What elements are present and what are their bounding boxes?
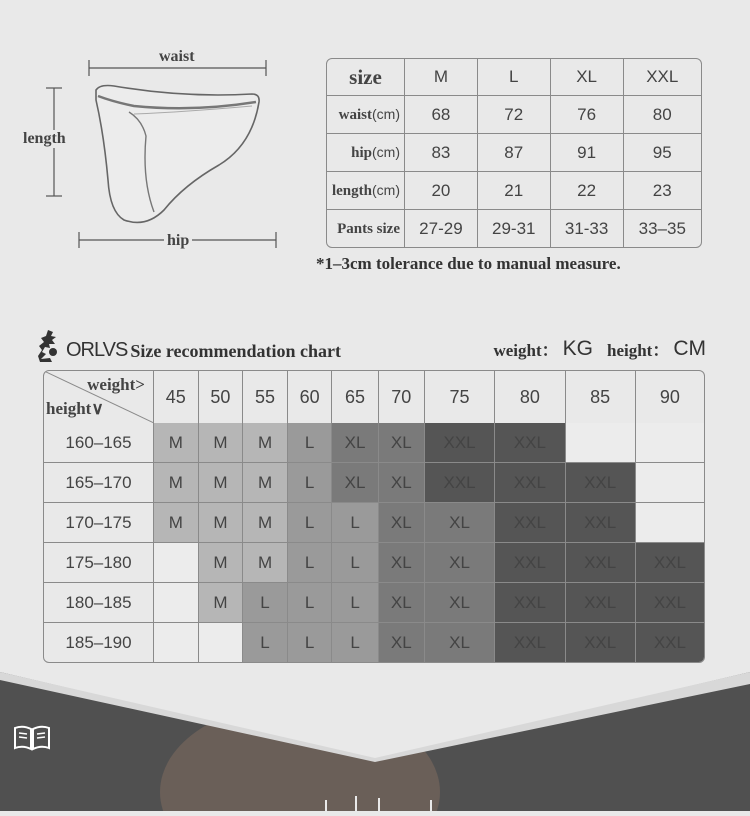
size-recommendation-cell: L (288, 583, 333, 623)
size-recommendation-cell: XXL (566, 583, 636, 623)
size-recommendation-cell: XL (332, 463, 378, 503)
size-recommendation-cell: M (154, 463, 199, 503)
size-recommendation-cell: M (154, 503, 199, 543)
size-recommendation-cell: XL (425, 503, 495, 543)
size-recommendation-cell: L (332, 503, 378, 543)
size-recommendation-cell: XL (332, 423, 378, 463)
weight-header-row (44, 371, 704, 423)
size-recommendation-grid (43, 370, 705, 663)
weight-header: 85 (566, 371, 636, 423)
size-value: 72 (478, 96, 551, 134)
height-range: 170–175 (44, 503, 154, 543)
empty-cell (566, 423, 636, 463)
weight-header: 65 (332, 371, 378, 423)
row-label-text: waist (338, 106, 372, 123)
size-recommendation-cell: XL (379, 423, 425, 463)
weight-header: 45 (154, 371, 199, 423)
size-recommendation-cell: XXL (566, 543, 636, 583)
length-row (327, 172, 701, 210)
size-recommendation-cell: L (243, 583, 288, 623)
size-value: 68 (405, 96, 478, 134)
waist-row (327, 96, 701, 134)
size-recommendation-cell: XXL (495, 503, 565, 543)
weight-unit: KG (562, 337, 593, 360)
height-range: 180–185 (44, 583, 154, 623)
size-recommendation-cell: M (199, 583, 244, 623)
size-header: M (405, 59, 478, 96)
size-recommendation-cell: XL (425, 583, 495, 623)
weight-header: 60 (288, 371, 333, 423)
size-recommendation-cell: XL (379, 583, 425, 623)
size-recommendation-cell: M (199, 423, 244, 463)
size-recommendation-cell: XXL (495, 623, 565, 662)
weight-header: 50 (199, 371, 244, 423)
grid-corner (44, 371, 154, 423)
weight-header: 70 (379, 371, 425, 423)
empty-cell (199, 623, 244, 662)
empty-cell (636, 463, 704, 503)
size-recommendation-cell: L (332, 623, 378, 662)
size-value: 21 (478, 172, 551, 210)
size-recommendation-cell: L (288, 503, 333, 543)
size-recommendation-cell: XXL (425, 463, 495, 503)
empty-cell (154, 543, 199, 583)
weight-axis-label: weight> (87, 375, 145, 394)
height-range: 185–190 (44, 623, 154, 662)
size-recommendation-cell: XXL (495, 423, 565, 463)
weight-header: 80 (495, 371, 565, 423)
weight-header: 75 (425, 371, 495, 423)
row-unit: (cm) (372, 181, 400, 198)
size-value: 22 (551, 172, 624, 210)
size-value: 91 (551, 134, 624, 172)
row-label (327, 96, 405, 134)
units-legend (493, 336, 706, 361)
row-unit: (cm) (372, 143, 400, 160)
size-recommendation-cell: M (154, 423, 199, 463)
weight-header: 55 (243, 371, 288, 423)
size-recommendation-cell: M (243, 503, 288, 543)
waist-label: waist (156, 48, 198, 66)
hip-row (327, 134, 701, 172)
size-value: 87 (478, 134, 551, 172)
size-recommendation-cell: L (332, 583, 378, 623)
chart-header (38, 326, 341, 362)
size-header: XL (551, 59, 624, 96)
height-row (44, 503, 704, 543)
size-value: 29-31 (478, 210, 551, 247)
size-header: XXL (624, 59, 701, 96)
size-recommendation-cell: XXL (495, 463, 565, 503)
empty-cell (154, 583, 199, 623)
size-recommendation-cell: M (199, 503, 244, 543)
row-label-text: length (331, 182, 372, 199)
size-recommendation-cell: L (332, 543, 378, 583)
size-recommendation-cell: XXL (495, 543, 565, 583)
size-corner-label: size (327, 59, 405, 96)
size-header-row (327, 59, 701, 96)
height-row (44, 423, 704, 463)
row-label (327, 210, 405, 247)
size-recommendation-cell: XXL (566, 503, 636, 543)
size-recommendation-cell: XL (379, 503, 425, 543)
size-recommendation-cell: XL (425, 543, 495, 583)
hip-label: hip (164, 232, 192, 250)
length-label: length (20, 130, 69, 148)
size-recommendation-cell: M (243, 463, 288, 503)
size-recommendation-cell: XXL (636, 623, 704, 662)
brief-diagram (14, 40, 304, 260)
height-range: 160–165 (44, 423, 154, 463)
height-range: 175–180 (44, 543, 154, 583)
size-recommendation-cell: XXL (425, 423, 495, 463)
size-value: 33–35 (638, 218, 686, 238)
height-row (44, 463, 704, 503)
open-book-icon (12, 722, 52, 752)
row-label (327, 172, 405, 210)
height-row (44, 623, 704, 662)
size-recommendation-cell: XL (379, 623, 425, 662)
size-table (326, 58, 702, 248)
empty-cell (636, 423, 704, 463)
empty-cell (636, 503, 704, 543)
size-value: 31-33 (551, 210, 624, 247)
size-value: 27-29 (405, 210, 478, 247)
size-recommendation-cell: XXL (636, 543, 704, 583)
size-recommendation-cell: L (288, 623, 333, 662)
height-row (44, 583, 704, 623)
height-row (44, 543, 704, 583)
height-unit-label: height： (606, 341, 670, 360)
height-range: 165–170 (44, 463, 154, 503)
book-icon[interactable] (12, 722, 52, 757)
empty-cell (154, 623, 199, 662)
height-axis-label: height∨ (46, 399, 104, 418)
size-recommendation-cell: XL (379, 463, 425, 503)
briefs-illustration (14, 40, 304, 260)
chart-title: Size recommendation chart (130, 341, 341, 361)
bottom-banner-shape (0, 672, 750, 811)
row-label-text: Pants size (337, 220, 400, 237)
brand-logo-icon (38, 328, 64, 362)
size-value: 83 (405, 134, 478, 172)
size-header: L (478, 59, 551, 96)
size-recommendation-cell: XXL (566, 463, 636, 503)
size-recommendation-cell: XXL (566, 623, 636, 662)
size-recommendation-cell: M (243, 423, 288, 463)
size-recommendation-cell: M (199, 543, 244, 583)
row-unit: (cm) (372, 105, 400, 122)
row-label-text: hip (351, 144, 372, 161)
row-label (327, 134, 405, 172)
size-recommendation-cell: L (288, 423, 333, 463)
height-unit: CM (673, 337, 706, 360)
size-recommendation-cell: XL (425, 623, 495, 662)
size-value: 76 (551, 96, 624, 134)
size-recommendation-cell: M (243, 543, 288, 583)
size-recommendation-cell: XXL (495, 583, 565, 623)
weight-header: 90 (659, 386, 680, 407)
size-value: 95 (624, 134, 701, 172)
size-recommendation-cell: M (199, 463, 244, 503)
size-value: 80 (624, 96, 701, 134)
bottom-photo-area (0, 672, 750, 811)
size-recommendation-cell: L (243, 623, 288, 662)
tolerance-note: *1–3cm tolerance due to manual measure. (316, 254, 621, 273)
brand-name: ORLVS (66, 339, 128, 361)
pants-size-row (327, 210, 701, 247)
size-recommendation-cell: L (288, 463, 333, 503)
size-recommendation-cell: XL (379, 543, 425, 583)
weight-unit-label: weight： (493, 341, 559, 360)
size-recommendation-cell: XXL (636, 583, 704, 623)
size-value: 20 (405, 172, 478, 210)
size-value: 23 (624, 172, 701, 210)
size-recommendation-cell: L (288, 543, 333, 583)
